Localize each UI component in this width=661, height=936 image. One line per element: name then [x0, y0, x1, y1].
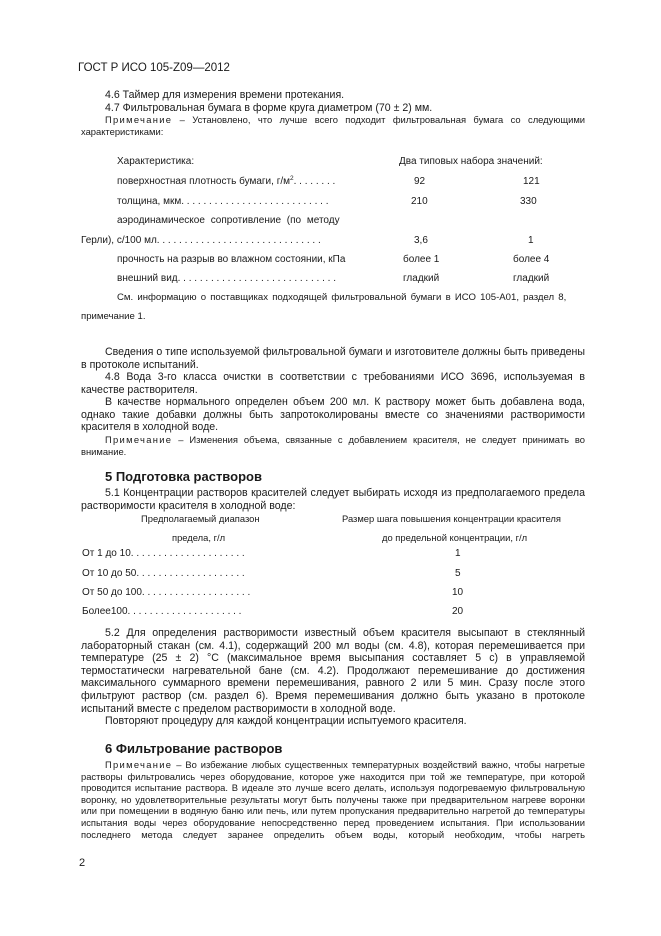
- table-row-range: Более100. . . . . . . . . . . . . . . . . . . . .: [82, 606, 242, 617]
- page-number: 2: [79, 857, 86, 869]
- supplier-info-paragraph: Сведения о типе используемой фильтровальной бумаги и изготовителе должны быть приведены в протоколе испытаний.: [81, 346, 585, 371]
- table-footnote: примечание 1.: [81, 311, 146, 322]
- volume-paragraph: В качестве нормального определен объем 200 мл. К раствору может быть добавлена вода, однако такие добавки должны быть запротоколированы вместе со значениями растворимости красителя в холодной воде.: [81, 396, 585, 434]
- table-row-label: Герли), с/100 мл. . . . . . . . . . . . . . . . . . . . . . . . . . . . . .: [81, 235, 321, 246]
- table-row-step: 5: [455, 568, 461, 579]
- table-row-range: От 50 до 100. . . . . . . . . . . . . . . . . . . .: [82, 587, 251, 598]
- note-label: Примечание: [105, 434, 173, 445]
- table-cell-value-1: 3,6: [414, 235, 428, 246]
- section-6-title: 6 Фильтрование растворов: [105, 741, 283, 756]
- table-header-range: Предполагаемый диапазон: [141, 513, 260, 524]
- table-cell-value-1: более 1: [403, 254, 440, 265]
- table-header-range-unit: предела, г/л: [172, 532, 226, 543]
- table-header-characteristic: Характеристика:: [117, 156, 195, 167]
- table-row-label: прочность на разрыв во влажном состоянии, кПа: [117, 254, 346, 265]
- section-5-title: 5 Подготовка растворов: [105, 469, 262, 484]
- section-6-note: Примечание – Во избежание любых существенных температурных воздействий важно, чтобы нагретые растворы фильтровались через оборудование, которое уже находится при той же температуре, при которой проводится испытание раствора. В идеале это лучше всего делать, используя подогреваемую фильтровальную воронку, но удовлетворительные результаты могут быть получены также при предварительном нагреве воронки или при помещении в водяную баню или печь, или путем пропускания предварительно нагретой до температуры испытания воды через оборудование непосредственно перед проведением испытания. При использовании последнего метода следует заранее определить объем воды, который необходим, чтобы нагреть: [81, 759, 585, 840]
- note-label: Примечание: [105, 114, 173, 125]
- note-1: Примечание – Установлено, что лучше всего подходит фильтровальная бумага со следующими характеристиками:: [81, 114, 585, 137]
- table-cell-value-2: 1: [528, 235, 534, 246]
- table-row-range: От 10 до 50. . . . . . . . . . . . . . . . . . . .: [82, 568, 245, 579]
- table-row-label: аэродинамическое сопротивление (по методу: [117, 215, 340, 226]
- item-4-7: 4.7 Фильтровальная бумага в форме круга диаметром (70 ± 2) мм.: [105, 102, 433, 114]
- table-row-label: внешний вид. . . . . . . . . . . . . . . . . . . . . . . . . . . . .: [117, 273, 336, 284]
- table-row-label: толщина, мкм. . . . . . . . . . . . . . . . . . . . . . . . . . .: [117, 196, 329, 207]
- table-row-label: поверхностная плотность бумаги, $г/м^2$. . . . . . . .: [117, 175, 336, 187]
- table-cell-value-1: гладкий: [403, 273, 440, 284]
- table-cell-value-2: гладкий: [513, 273, 550, 284]
- table-cell-value-2: 121: [523, 176, 540, 187]
- table-cell-value-2: 330: [520, 196, 537, 207]
- repeat-procedure: Повторяют процедуру для каждой концентрации испытуемого красителя.: [105, 715, 467, 727]
- table-cell-value-1: 210: [411, 196, 428, 207]
- table-row-step: 20: [452, 606, 464, 617]
- table-footnote: См. информацию о поставщиках подходящей фильтровальной бумаги в ИСО 105-A01, раздел 8,: [117, 292, 567, 303]
- note-2: Примечание – Изменения объема, связанные с добавлением красителя, не следует принимать во внимание.: [81, 434, 585, 457]
- table-header-step: Размер шага повышения концентрации красителя: [342, 513, 561, 524]
- document-header: ГОСТ Р ИСО 105-Z09—2012: [78, 62, 230, 74]
- item-5-1: 5.1 Концентрации растворов красителей следует выбирать исходя из предполагаемого предела растворимости красителя в холодной воде:: [81, 487, 585, 512]
- table-cell-value-1: 92: [414, 176, 426, 187]
- item-4-8: 4.8 Вода 3-го класса очистки в соответствии с требованиями ИСО 3696, используемая в качестве растворителя.: [81, 371, 585, 396]
- note-label: Примечание: [105, 759, 173, 770]
- table-header-step-unit: до предельной концентрации, г/л: [382, 532, 528, 543]
- table-row-step: 10: [452, 587, 464, 598]
- item-5-2: 5.2 Для определения растворимости известный объем красителя высыпают в стеклянный лабораторный стакан (см. 4.1), содержащий 200 мл воды (см. 4.8), которая перемешивается при температуре (25 ± 2) °С (максимальное время высыпания составляет 5 с) в управляемой термостатически нагревательной бане (см. 4.2). Продолжают перемешивание до достижения максимального суммарного времени перемешивания, равного 2 или 5 мин. Сразу после этого фильтруют раствор (см. раздел 6). Время перемешивания должно быть указано в протоколе испытаний вместе с пределом растворимости в холодной воде.: [81, 627, 585, 715]
- table-row-step: 1: [455, 548, 461, 559]
- table-cell-value-2: более 4: [513, 254, 550, 265]
- table-row-range: От 1 до 10. . . . . . . . . . . . . . . . . . . . .: [82, 548, 245, 559]
- item-4-6: 4.6 Таймер для измерения времени протекания.: [105, 89, 345, 101]
- table-header-values: Два типовых набора значений:: [399, 156, 543, 167]
